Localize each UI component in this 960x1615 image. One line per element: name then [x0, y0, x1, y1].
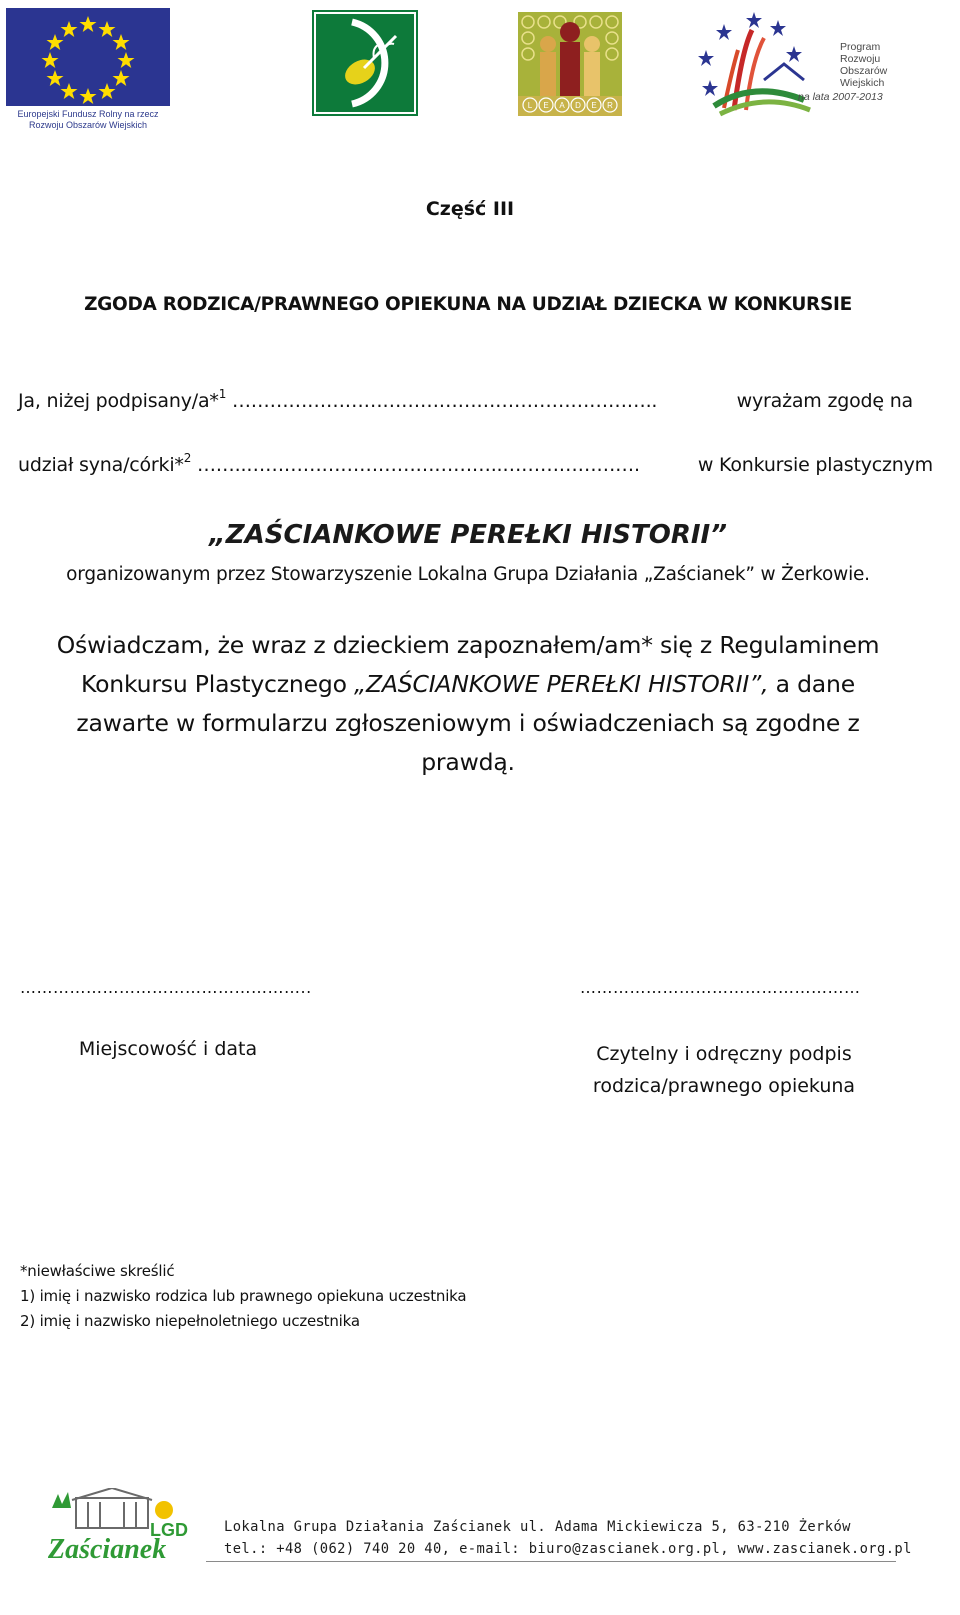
- declaration-contest-title: „ZAŚCIANKOWE PEREŁKI HISTORII”,: [354, 670, 769, 698]
- prow-text-line: Program: [840, 41, 881, 53]
- leader-letter: E: [543, 101, 549, 110]
- leader-letter: A: [559, 101, 565, 110]
- leader-people-logo: [518, 12, 622, 116]
- prow-program-logo: [694, 10, 902, 120]
- child-name-line: [18, 451, 933, 476]
- place-date-field[interactable]: ……………………………………………..: [20, 978, 312, 997]
- signature-label: Czytelny i odręczny podpis rodzica/prawnego opiekuna: [592, 1043, 856, 1097]
- consent-heading: ZGODA RODZICA/PRAWNEGO OPIEKUNA NA UDZIAŁ DZIECKA W KONKURSIE: [84, 294, 852, 315]
- prow-text-line: na lata 2007-2013: [798, 91, 883, 103]
- leader-letter: D: [575, 101, 581, 110]
- part-title: Część III: [425, 198, 515, 220]
- leader-letter: L: [527, 101, 533, 110]
- eu-flag-icon: [6, 8, 170, 106]
- footnote-1: 1) imię i nazwisko rodzica lub prawnego opiekuna uczestnika: [20, 1287, 467, 1305]
- footnote-star: *niewłaściwe skreślić: [20, 1262, 175, 1280]
- leader-letter: R: [607, 101, 613, 110]
- footer-contact: tel.: +48 (062) 740 20 40, e-mail: biuro@zascianek.org.pl, www.zascianek.org.pl: [224, 1541, 912, 1557]
- zascianek-logo-text: Zaścianek: [48, 1534, 167, 1564]
- place-date-label: Miejscowość i data: [78, 1038, 258, 1060]
- eu-fund-logo: [6, 8, 170, 132]
- parent-name-tail: wyrażam zgodę na: [736, 390, 913, 412]
- lgd-zascianek-logo: [46, 1488, 206, 1564]
- footer-divider: [206, 1561, 896, 1562]
- contest-title: „ZAŚCIANKOWE PEREŁKI HISTORII”: [209, 520, 727, 550]
- parent-name-lead: Ja, niżej podpisany/a*: [18, 390, 219, 412]
- organizer-line: organizowanym przez Stowarzyszenie Lokalna Grupa Działania „Zaścianek” w Żerkowie.: [66, 564, 870, 585]
- prow-text-line: Obszarów: [840, 65, 888, 77]
- parent-name-line: [18, 387, 913, 412]
- prow-text-line: Rozwoju: [840, 53, 881, 65]
- leader-letter: E: [591, 101, 597, 110]
- eu-fund-caption: Europejski Fundusz Rolny na rzecz Rozwoju Obszarów Wiejskich: [17, 109, 159, 130]
- footnote-2: 2) imię i nazwisko niepełnoletniego uczestnika: [20, 1312, 360, 1330]
- child-name-lead: udział syna/córki*: [18, 454, 184, 476]
- prow-text-line: Wiejskich: [840, 77, 885, 89]
- leader-logo: [312, 10, 418, 116]
- footer-address: Lokalna Grupa Działania Zaścianek ul. Adama Mickiewicza 5, 63-210 Żerków: [224, 1519, 851, 1535]
- footnote-ref-1: 1: [218, 387, 227, 401]
- parent-name-dots: …………………………………………………………..: [226, 390, 658, 412]
- footnote-ref-2: 2: [183, 451, 192, 465]
- signature-field[interactable]: ……………………………………………: [580, 978, 861, 997]
- declaration-part-2: a dane zawarte w formularzu zgłoszeniowym i oświadczeniach są zgodne z prawdą.: [76, 670, 860, 776]
- child-name-dots: ……..…………………………………..………………….: [191, 454, 640, 476]
- lgd-logo-text: LGD: [150, 1520, 188, 1540]
- declaration-part-1: Oświadczam, że wraz z dzieckiem zapoznałem/am* się z Regulaminem Konkursu Plastycznego: [56, 631, 880, 698]
- child-name-tail: w Konkursie plastycznym: [697, 454, 933, 476]
- declaration-paragraph: [40, 626, 896, 782]
